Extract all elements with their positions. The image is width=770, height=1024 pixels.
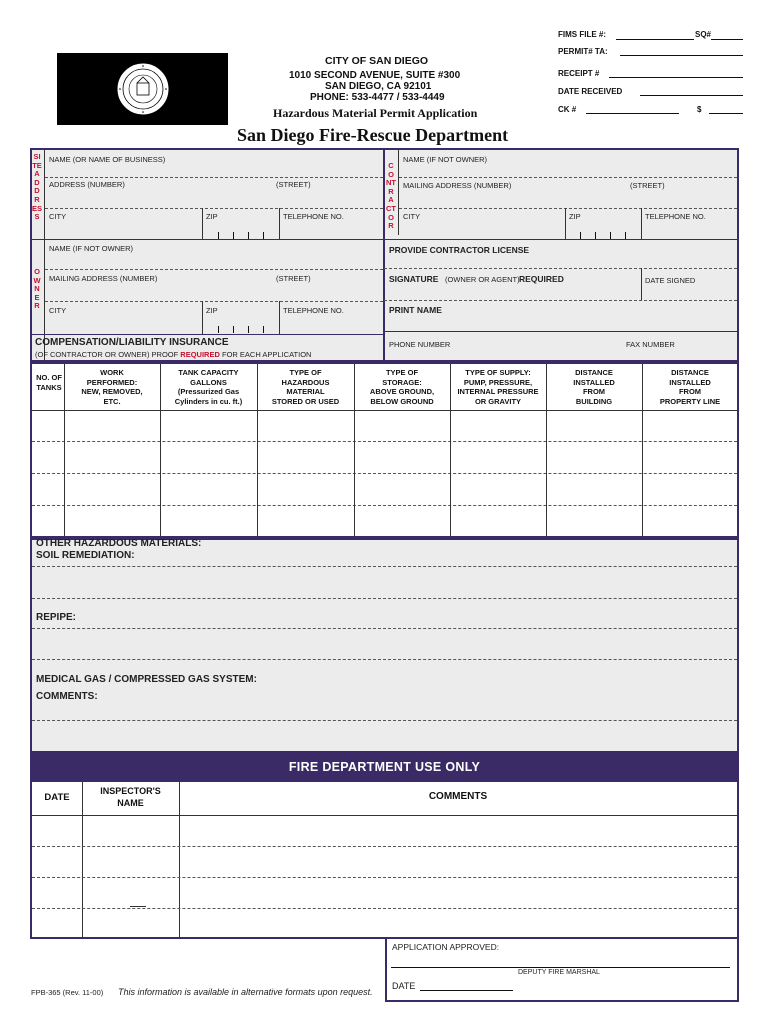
zip-tick bbox=[610, 232, 611, 239]
site-address-label: ADDRESS (NUMBER) bbox=[49, 180, 125, 189]
fire-row-line bbox=[32, 815, 737, 816]
fims-file-line[interactable] bbox=[616, 39, 694, 40]
zip-tick bbox=[248, 326, 249, 333]
contractor-side-label: CONTRACTOR bbox=[386, 161, 396, 231]
site-row-divider bbox=[45, 177, 383, 178]
tank-table-header-line bbox=[32, 410, 737, 411]
deputy-fire-marshal-label: DEPUTY FIRE MARSHAL bbox=[518, 969, 600, 976]
site-row-divider bbox=[45, 208, 383, 209]
zip-tick bbox=[233, 232, 234, 239]
tank-row-line bbox=[32, 505, 737, 506]
logo-block bbox=[57, 53, 228, 125]
phone-number-label: PHONE NUMBER bbox=[389, 340, 451, 349]
print-name-label: PRINT NAME bbox=[389, 305, 442, 315]
tank-header-supply: TYPE OF SUPPLY: PUMP, PRESSURE, INTERNAL PRESSURE OR GRAVITY bbox=[457, 368, 539, 406]
insurance-note bbox=[35, 350, 311, 359]
soil-remediation-label: SOIL REMEDIATION: bbox=[36, 550, 135, 561]
tank-header-distance-property: DISTANCE INSTALLED FROM PROPERTY LINE bbox=[659, 368, 721, 406]
sq-label: SQ# bbox=[695, 30, 712, 39]
fire-inspector-header: INSPECTOR'S NAME bbox=[100, 786, 161, 808]
contractor-row-divider bbox=[384, 331, 737, 332]
signature-label: SIGNATURE bbox=[389, 274, 439, 284]
contractor-name-label: NAME (IF NOT OWNER) bbox=[403, 155, 488, 164]
site-name-label: NAME (OR NAME OF BUSINESS) bbox=[49, 155, 166, 164]
form-title: Hazardous Material Permit Application bbox=[273, 106, 478, 120]
receipt-label: RECEIPT # bbox=[558, 69, 600, 78]
fire-dept-banner bbox=[32, 755, 737, 782]
contractor-row-divider bbox=[399, 208, 737, 209]
section-divider bbox=[30, 239, 739, 240]
zip-tick bbox=[248, 232, 249, 239]
site-zip-label: ZIP bbox=[206, 212, 218, 221]
other-row-line bbox=[32, 566, 737, 567]
owner-address-label: MAILING ADDRESS (NUMBER) bbox=[49, 274, 158, 283]
address-line-1: 1010 SECOND AVENUE, SUITE #300 bbox=[289, 70, 461, 81]
owner-row-divider bbox=[45, 269, 383, 270]
owner-name-label: NAME (IF NOT OWNER) bbox=[49, 244, 134, 253]
owner-side-label: OWNER bbox=[33, 267, 41, 311]
other-row-line bbox=[32, 598, 737, 599]
site-phone-divider bbox=[279, 208, 280, 240]
owner-city-label: CITY bbox=[49, 306, 67, 315]
dollar-label: $ bbox=[697, 105, 702, 114]
phone-line: PHONE: 533-4477 / 533-4449 bbox=[310, 92, 445, 103]
fire-comments-header: COMMENTS bbox=[428, 791, 488, 802]
date-signed-label: DATE SIGNED bbox=[645, 276, 696, 285]
tank-row-line bbox=[32, 441, 737, 442]
zip-tick bbox=[218, 326, 219, 333]
approval-date-line[interactable] bbox=[420, 990, 513, 991]
site-gutter-line bbox=[44, 150, 45, 362]
zip-tick bbox=[218, 232, 219, 239]
owner-phone-label: TELEPHONE NO. bbox=[283, 306, 344, 315]
contractor-gutter-line bbox=[398, 150, 399, 235]
other-materials-title: OTHER HAZARDOUS MATERIALS: bbox=[36, 538, 202, 549]
zip-tick bbox=[263, 232, 264, 239]
owner-phone-divider bbox=[279, 301, 280, 334]
tank-header-capacity: TANK CAPACITY GALLONS (Pressurized Gas Cylinders in cu. ft.) bbox=[174, 368, 243, 406]
tank-header-storage: TYPE OF STORAGE: ABOVE GROUND, BELOW GROUND bbox=[369, 368, 435, 406]
contractor-row-divider bbox=[384, 268, 737, 269]
site-zip-divider bbox=[202, 208, 203, 240]
fire-row-line bbox=[32, 846, 737, 847]
zip-tick bbox=[625, 232, 626, 239]
dollar-line[interactable] bbox=[709, 113, 743, 114]
owner-row-divider bbox=[45, 301, 383, 302]
zip-tick bbox=[580, 232, 581, 239]
tank-row-line bbox=[32, 473, 737, 474]
medical-gas-label: MEDICAL GAS / COMPRESSED GAS SYSTEM: bbox=[36, 674, 257, 685]
site-phone-label: TELEPHONE NO. bbox=[283, 212, 344, 221]
section-divider bbox=[30, 334, 384, 335]
contractor-address-label: MAILING ADDRESS (NUMBER) bbox=[403, 181, 512, 190]
insurance-note-required: REQUIRED bbox=[180, 350, 220, 359]
fims-file-label: FIMS FILE #: bbox=[558, 30, 606, 39]
fire-dept-banner-title: FIRE DEPARTMENT USE ONLY bbox=[288, 760, 481, 774]
fire-row-line bbox=[32, 908, 737, 909]
owner-street-label: (STREET) bbox=[276, 274, 311, 283]
contractor-row-divider bbox=[384, 300, 737, 301]
alternative-formats-note: This information is available in alternative formats upon request. bbox=[118, 987, 373, 997]
receipt-line[interactable] bbox=[609, 77, 743, 78]
site-city-label: CITY bbox=[49, 212, 67, 221]
signature-required: REQUIRED bbox=[519, 274, 564, 284]
site-address-side-label: SITE ADDRESS bbox=[32, 152, 43, 222]
contractor-row-divider bbox=[399, 177, 737, 178]
approval-date-label: DATE bbox=[392, 981, 416, 991]
contractor-street-label: (STREET) bbox=[630, 181, 665, 190]
tank-header-distance-building: DISTANCE INSTALLED FROM BUILDING bbox=[573, 368, 615, 406]
other-row-line bbox=[32, 720, 737, 721]
site-street-label: (STREET) bbox=[276, 180, 311, 189]
marshal-signature-line[interactable] bbox=[391, 967, 730, 968]
insurance-title: COMPENSATION/LIABILITY INSURANCE bbox=[35, 337, 229, 348]
other-row-line bbox=[32, 659, 737, 660]
application-approved-label: APPLICATION APPROVED: bbox=[392, 942, 500, 952]
small-dash bbox=[130, 906, 146, 907]
fax-number-label: FAX NUMBER bbox=[626, 340, 675, 349]
contractor-license-label: PROVIDE CONTRACTOR LICENSE bbox=[389, 245, 530, 255]
other-row-line bbox=[32, 628, 737, 629]
date-received-line[interactable] bbox=[640, 95, 743, 96]
ck-label: CK # bbox=[558, 105, 577, 114]
city-seal-icon bbox=[115, 61, 171, 117]
insurance-note-suffix: FOR EACH APPLICATION bbox=[221, 350, 312, 359]
sq-line[interactable] bbox=[711, 39, 743, 40]
contractor-city-label: CITY bbox=[403, 212, 421, 221]
contractor-phone-divider bbox=[641, 208, 642, 240]
zip-tick bbox=[233, 326, 234, 333]
date-received-label: DATE RECEIVED bbox=[558, 87, 623, 96]
owner-zip-label: ZIP bbox=[206, 306, 218, 315]
permit-label: PERMIT# TA: bbox=[558, 47, 608, 56]
insurance-note-prefix: (OF CONTRACTOR OR OWNER) PROOF bbox=[35, 350, 179, 359]
contractor-zip-divider bbox=[565, 208, 566, 240]
contractor-phone-label: TELEPHONE NO. bbox=[645, 212, 706, 221]
fire-row-line bbox=[32, 877, 737, 878]
address-line-2: SAN DIEGO, CA 92101 bbox=[325, 81, 432, 92]
zip-tick bbox=[595, 232, 596, 239]
city-name: CITY OF SAN DIEGO bbox=[325, 55, 429, 67]
tank-header-material: TYPE OF HAZARDOUS MATERIAL STORED OR USED bbox=[271, 368, 340, 406]
zip-tick bbox=[263, 326, 264, 333]
owner-zip-divider bbox=[202, 301, 203, 334]
fire-date-header: DATE bbox=[44, 792, 70, 803]
signature-note: (OWNER OR AGENT) bbox=[445, 275, 520, 284]
repipe-label: REPIPE: bbox=[36, 612, 77, 623]
tank-header-count: NO. OF TANKS bbox=[36, 373, 62, 392]
department-title: San Diego Fire-Rescue Department bbox=[237, 125, 509, 145]
fire-col-line bbox=[179, 782, 180, 937]
ck-line[interactable] bbox=[586, 113, 679, 114]
tank-header-work: WORK PERFORMED: NEW, REMOVED, ETC. bbox=[81, 368, 143, 406]
comments-label: COMMENTS: bbox=[36, 691, 98, 702]
form-number: FPB-365 (Rev. 11-00) bbox=[31, 988, 104, 997]
contractor-zip-label: ZIP bbox=[569, 212, 581, 221]
permit-line[interactable] bbox=[620, 55, 743, 56]
date-signed-divider bbox=[641, 268, 642, 300]
